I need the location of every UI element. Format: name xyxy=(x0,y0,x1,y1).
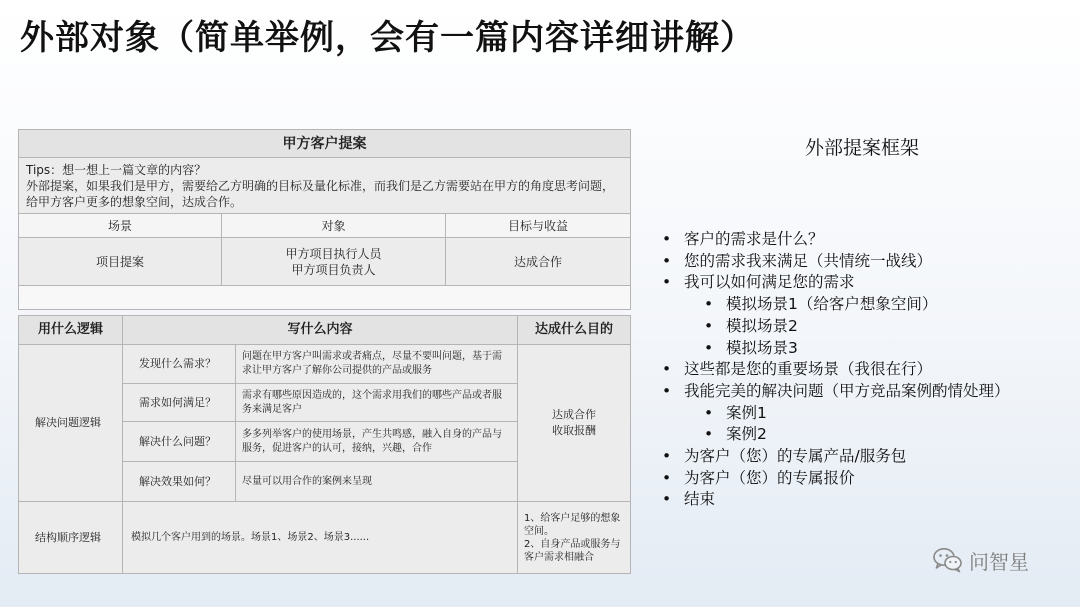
target-line: 甲方项目负责人 xyxy=(291,262,376,277)
framework-subitem: • 案例1 xyxy=(662,403,1077,425)
framework-item: • 结束 xyxy=(662,489,1077,511)
target-line: 甲方项目执行人员 xyxy=(285,246,382,261)
col-header-goal: 目标与收益 xyxy=(446,214,631,238)
framework-item: • 为客户（您）的专属产品/服务包 xyxy=(662,446,1077,468)
page-title: 外部对象（简单举例，会有一篇内容详细讲解） xyxy=(20,18,755,58)
col-header-target: 对象 xyxy=(222,214,446,238)
framework-subitem: • 案例2 xyxy=(662,424,1077,446)
framework-subitem: • 模拟场景3 xyxy=(662,338,1077,360)
brand xyxy=(933,545,1029,575)
question-desc: 问题在甲方客户叫需求或者痛点，尽量不要叫问题，基于需求让甲方客户了解你公司提供的产品或服务 xyxy=(236,345,518,384)
question-cell: 发现什么需求？ xyxy=(123,345,236,384)
header-logic: 用什么逻辑 xyxy=(19,316,123,345)
structure-goal xyxy=(518,502,631,574)
brand-name: 问智星 xyxy=(969,549,1029,574)
goal-line: 达成合作 xyxy=(552,408,597,421)
structure-logic-label: 结构顺序逻辑 xyxy=(19,502,123,574)
col-header-scene: 场景 xyxy=(19,214,222,238)
problem-solving-goal xyxy=(518,345,631,502)
framework-title: 外部提案框架 xyxy=(804,137,919,159)
framework-subitem: • 模拟场景1（给客户想象空间） xyxy=(662,294,1077,316)
goal-value: 达成合作 xyxy=(446,238,631,286)
tips-question: Tips：想一想上一篇文章的内容？ xyxy=(26,162,207,177)
framework-subitem: • 模拟场景2 xyxy=(662,316,1077,338)
goal-line: 2、自身产品或服务与客户需求相融合 xyxy=(524,538,621,563)
problem-solving-logic-label: 解决问题逻辑 xyxy=(19,345,123,502)
header-content: 写什么内容 xyxy=(123,316,518,345)
goal-line: 1、给客户足够的想象空间。 xyxy=(524,512,621,537)
framework-item: • 客户的需求是什么？ xyxy=(662,229,1077,251)
framework-item: • 我能完美的解决问题（甲方竞品案例酌情处理） xyxy=(662,381,1077,403)
framework-item: • 您的需求我来满足（共情统一战线） xyxy=(662,251,1077,273)
target-value xyxy=(222,238,446,286)
question-desc: 尽量可以用合作的案例来呈现 xyxy=(236,462,518,502)
logic-table xyxy=(18,315,631,574)
framework-item: • 为客户（您）的专属报价 xyxy=(662,468,1077,490)
proposal-tips xyxy=(19,158,631,214)
framework-item: • 我可以如何满足您的需求 xyxy=(662,272,1077,294)
question-cell: 解决什么问题？ xyxy=(123,422,236,462)
framework-list xyxy=(662,229,1077,511)
wechat-icon xyxy=(933,547,963,573)
goal-line: 收取报酬 xyxy=(552,424,597,437)
proposal-table-header: 甲方客户提案 xyxy=(19,130,631,158)
structure-desc: 模拟几个客户用到的场景。场景1、场景2、场景3...... xyxy=(123,502,518,574)
question-cell: 需求如何满足？ xyxy=(123,384,236,422)
framework-item: • 这些都是您的重要场景（我很在行） xyxy=(662,359,1077,381)
blank-row xyxy=(19,286,631,310)
client-proposal-table xyxy=(18,129,631,310)
question-cell: 解决效果如何？ xyxy=(123,462,236,502)
scene-value: 项目提案 xyxy=(19,238,222,286)
tips-explanation: 外部提案，如果我们是甲方，需要给乙方明确的目标及量化标准，而我们是乙方需要站在甲方的角度思考问题，给甲方客户更多的想象空间，达成合作。 xyxy=(26,178,615,209)
question-desc: 需求有哪些原因造成的，这个需求用我们的哪些产品或者服务来满足客户 xyxy=(236,384,518,422)
header-purpose: 达成什么目的 xyxy=(518,316,631,345)
question-desc: 多多列举客户的使用场景，产生共鸣感，融入自身的产品与服务，促进客户的认可，接纳，兴趣，合作 xyxy=(236,422,518,462)
